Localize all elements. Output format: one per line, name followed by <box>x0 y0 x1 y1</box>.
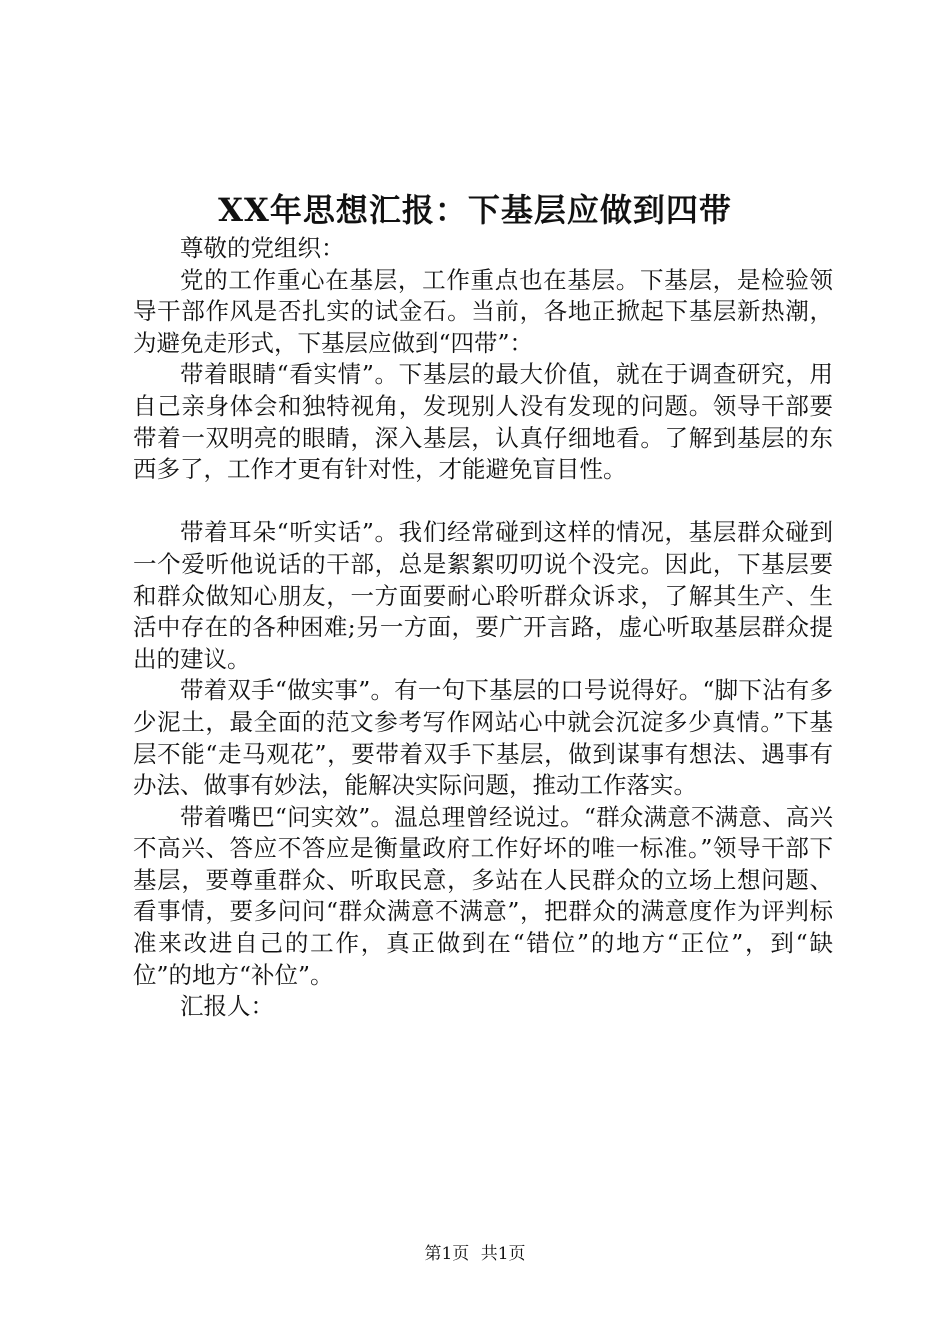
document-title: XX年思想汇报：下基层应做到四带 <box>218 191 732 229</box>
page-number: 第1页 <box>424 1244 470 1264</box>
salutation: 尊敬的党组织： <box>180 234 345 262</box>
paragraph-intro: 党的工作重心在基层，工作重点也在基层。下基层，是检验领导干部作风是否扎实的试金石。当前，各地正掀起下基层新热潮，为避免走形式，下基层应做到“四带”： <box>133 265 833 357</box>
paragraph-ears: 带着耳朵“听实话”。我们经常碰到这样的情况，基层群众碰到一个爱听他说话的干部，总是絮絮叨叨说个没完。因此，下基层要和群众做知心朋友，一方面要耐心聆听群众诉求，了解其生产、生活中存在的各种困难;另一方面，要广开言路，虚心听取基层群众提出的建议。 <box>133 518 833 673</box>
paragraph-hands: 带着双手“做实事”。有一句下基层的口号说得好。“脚下沾有多少泥土，最全面的范文参考写作网站心中就会沉淀多少真情。”下基层不能“走马观花”，要带着双手下基层，做到谋事有想法、遇事有办法、做事有妙法，能解决实际问题，推动工作落实。 <box>133 676 833 800</box>
document-body <box>133 233 833 1023</box>
signature-line: 汇报人： <box>180 992 274 1021</box>
paragraph-eyes: 带着眼睛“看实情”。下基层的最大价值，就在于调查研究，用自己亲身体会和独特视角，发现别人没有发现的问题。领导干部要带着一双明亮的眼睛，深入基层，认真仔细地看。了解到基层的东西多了，工作才更有针对性，才能避免盲目性。 <box>133 360 833 484</box>
page-footer <box>0 1242 950 1266</box>
page-total: 共1页 <box>480 1244 526 1264</box>
paragraph-mouth: 带着嘴巴“问实效”。温总理曾经说过。“群众满意不满意、高兴不高兴、答应不答应是衡量政府工作好坏的唯一标准。”领导干部下基层，要尊重群众、听取民意，多站在人民群众的立场上想问题、看事情，要多问问“群众满意不满意”，把群众的满意度作为评判标准来改进自己的工作，真正做到在“错位”的地方“正位”，到“缺位”的地方“补位”。 <box>133 802 833 989</box>
